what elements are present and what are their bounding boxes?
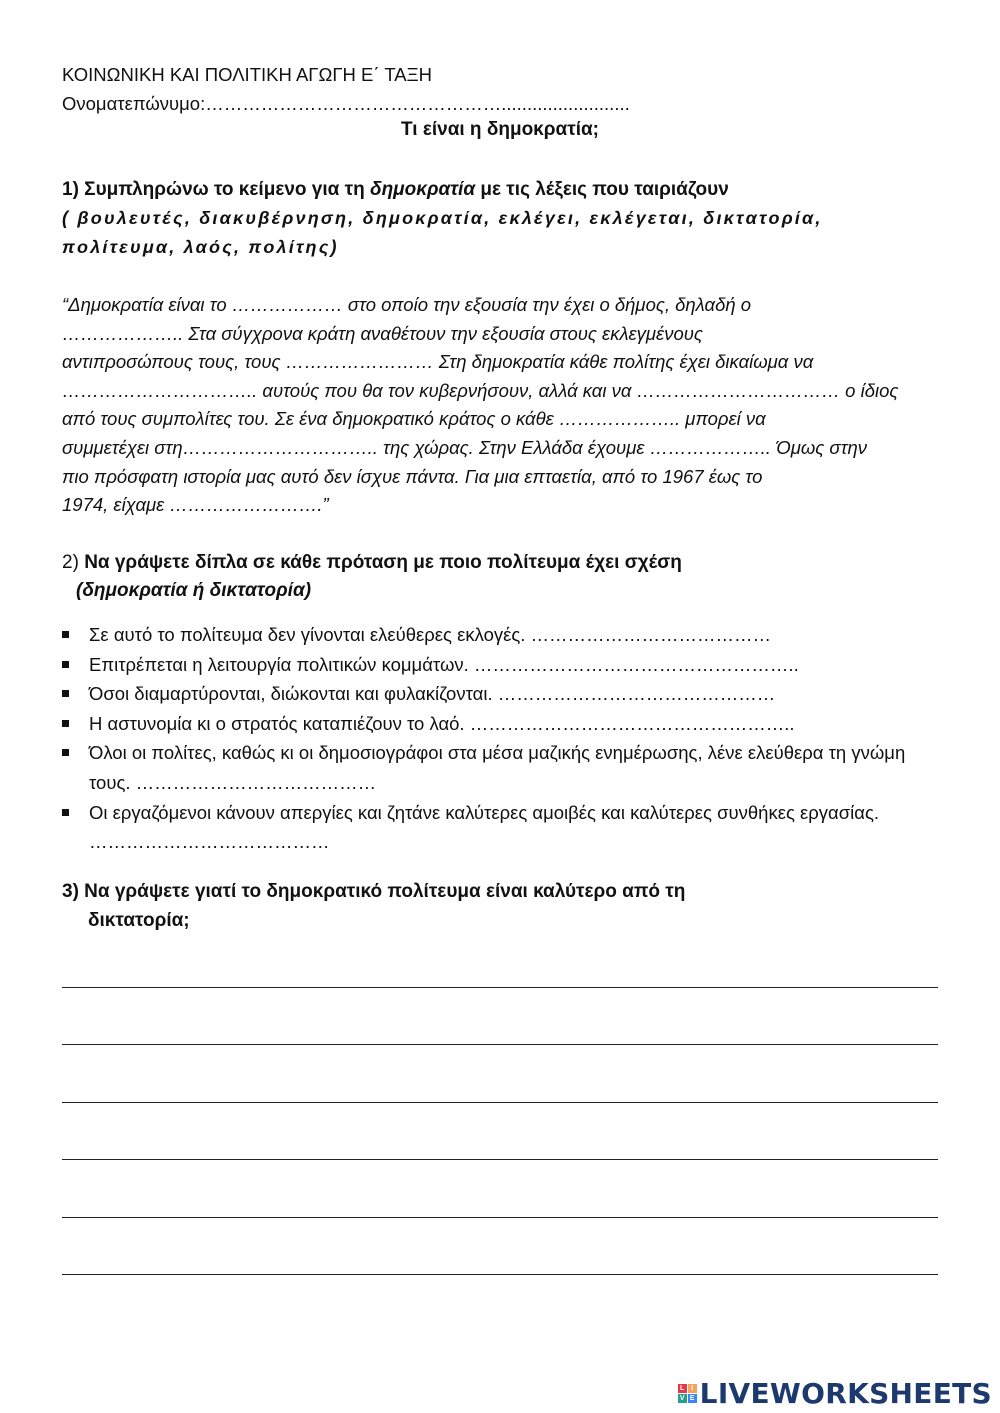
- q2-statement-list: [62, 620, 942, 857]
- list-item[interactable]: Οι εργαζόμενοι κάνουν απεργίες και ζητάνε καλύτερες αμοιβές και καλύτερες συνθήκες εργασίας. …………………………………: [62, 798, 942, 857]
- answer-line[interactable]: [62, 1044, 938, 1045]
- q2-hint: (δημοκρατία ή δικτατορία): [76, 580, 312, 601]
- list-item[interactable]: Όσοι διαμαρτύρονται, διώκονται και φυλακίζονται. ………………………………………: [62, 679, 942, 709]
- q1-prefix: 1) Συμπληρώνω το κείμενο για τη: [62, 179, 370, 200]
- q1-paragraph-line[interactable]: 1974, είχαμε …………………….”: [62, 494, 329, 516]
- q1-paragraph-line[interactable]: αντιπροσώπους τους, τους …………………… Στη δημοκρατία κάθε πολίτης έχει δικαίωμα να: [62, 351, 814, 373]
- logo-grid-icon: [678, 1384, 697, 1403]
- q1-word-bank-line2: πολίτευμα, λαός, πολίτης): [62, 237, 339, 257]
- q1-word-bank-line1: ( βουλευτές, διακυβέρνηση, δημοκρατία, εκλέγει, εκλέγεται, δικτατορία,: [62, 208, 823, 228]
- answer-line[interactable]: [62, 1102, 938, 1103]
- logo-text: LIVEWORKSHEETS: [699, 1377, 992, 1410]
- q3-heading-line1: 3) Να γράψετε γιατί το δημοκρατικό πολίτευμα είναι καλύτερο από τη: [62, 881, 686, 902]
- q2-prefix: 2): [62, 552, 85, 573]
- q1-paragraph-line[interactable]: ……………….. Στα σύγχρονα κράτη αναθέτουν την εξουσία στους εκλεγμένους: [62, 322, 703, 344]
- list-item[interactable]: Σε αυτό το πολίτευμα δεν γίνονται ελεύθερες εκλογές. …………………………………: [62, 620, 942, 650]
- logo-letter-tile: V: [678, 1394, 687, 1403]
- name-field-line[interactable]: Ονοματεπώνυμο:………………………………………….........................: [62, 93, 630, 114]
- q3-heading-line2: δικτατορία;: [88, 910, 190, 931]
- q1-heading: [62, 179, 729, 201]
- q1-emphasis: δημοκρατία: [369, 179, 476, 200]
- logo-letter-tile: I: [688, 1384, 697, 1393]
- q1-paragraph-line[interactable]: συμμετέχει στη………………………….. της χώρας. Στην Ελλάδα έχουμε ……………….. Όμως στην: [62, 437, 868, 458]
- answer-line[interactable]: [62, 1217, 938, 1218]
- liveworksheets-logo: [678, 1377, 992, 1410]
- q2-text: Να γράψετε δίπλα σε κάθε πρόταση με ποιο πολίτευμα έχει σχέση: [84, 552, 682, 573]
- subject-header: ΚΟΙΝΩΝΙΚΗ ΚΑΙ ΠΟΛΙΤΙΚΗ ΑΓΩΓΗ Ε΄ ΤΑΞΗ: [62, 64, 432, 85]
- list-item[interactable]: Η αστυνομία κι ο στρατός καταπιέζουν το λαό. ……………………………………………..: [62, 709, 942, 739]
- answer-line[interactable]: [62, 1274, 938, 1275]
- answer-line[interactable]: [62, 987, 938, 988]
- q1-paragraph-line[interactable]: “Δημοκρατία είναι το ……………… στο οποίο την εξουσία την έχει ο δήμος, δηλαδή ο: [62, 294, 752, 315]
- q1-paragraph-line[interactable]: ………………………….. αυτούς που θα τον κυβερνήσουν, αλλά και να …………………………… ο ίδιος: [62, 379, 899, 401]
- q1-paragraph-line[interactable]: πιο πρόσφατη ιστορία μας αυτό δεν ίσχυε πάντα. Για μια επταετία, από το 1967 έως το: [62, 465, 763, 487]
- list-item[interactable]: Όλοι οι πολίτες, καθώς κι οι δημοσιογράφοι στα μέσα μαζικής ενημέρωσης, λένε ελεύθερα τη γνώμη τους. …………………………………: [62, 738, 942, 797]
- q1-paragraph-line[interactable]: από τους συμπολίτες του. Σε ένα δημοκρατικό κράτος ο κάθε ……………….. μπορεί να: [62, 408, 766, 430]
- logo-letter-tile: E: [688, 1394, 697, 1403]
- page-title: Τι είναι η δημοκρατία;: [401, 119, 599, 140]
- q2-heading: [62, 552, 682, 574]
- answer-line[interactable]: [62, 1159, 938, 1160]
- list-item[interactable]: Επιτρέπεται η λειτουργία πολιτικών κομμάτων. ……………………………………………..: [62, 650, 942, 680]
- q1-suffix: με τις λέξεις που ταιριάζουν: [475, 179, 729, 200]
- logo-letter-tile: L: [678, 1384, 687, 1393]
